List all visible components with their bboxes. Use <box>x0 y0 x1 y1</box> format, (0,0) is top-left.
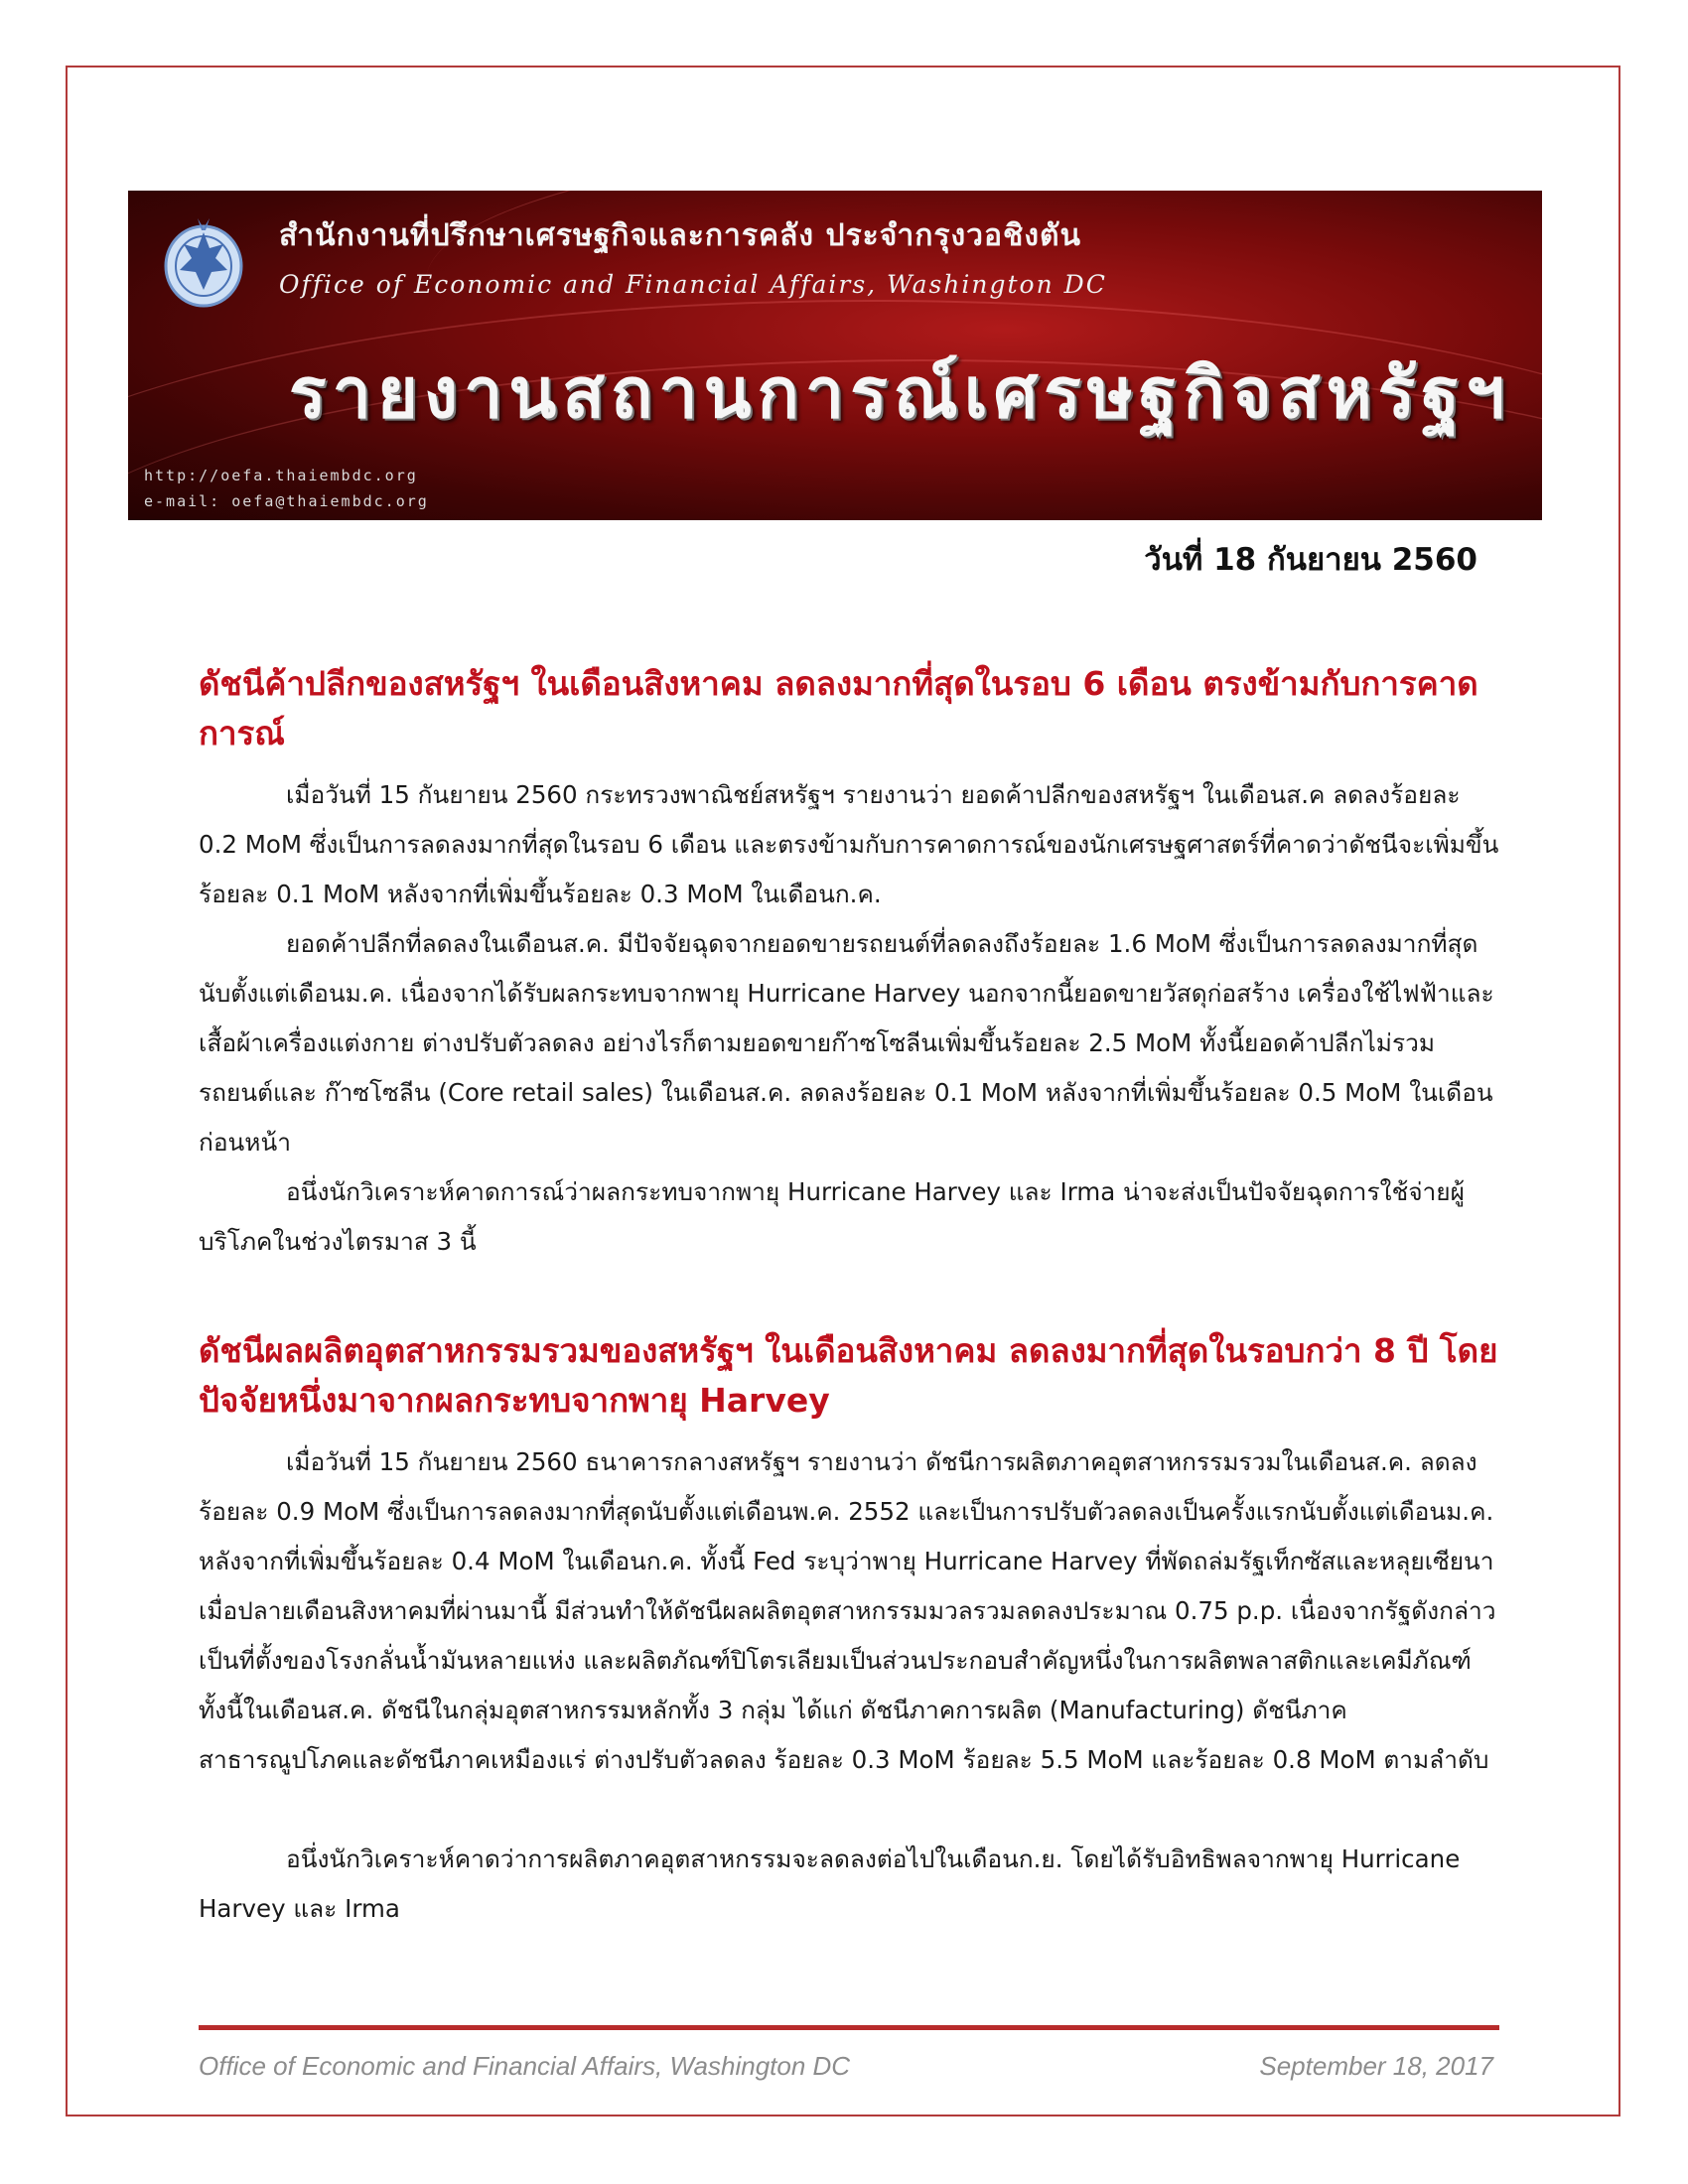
report-title: รายงานสถานการณ์เศรษฐกิจสหรัฐฯ <box>289 351 1511 434</box>
footer-rule <box>199 2025 1499 2030</box>
report-date: วันที่ 18 กันยายน 2560 <box>1144 542 1477 578</box>
retail-paragraph: เมื่อวันที่ 15 กันยายน 2560 กระทรวงพาณิชย์สหรัฐฯ รายงานว่า ยอดค้าปลีกของสหรัฐฯ ในเดือนส.ค ลดลงร้อยละ 0.2 MoM ซึ่งเป็นการลดลงมากที่สุดในรอบ 6 เดือน และตรงข้ามกับการคาดการณ์ของนักเศรษฐศาสตร์ที่คาดว่าดัชนีจะเพิ่มขึ้นร้อยละ 0.1 MoM หลังจากที่เพิ่มขึ้นร้อยละ 0.3 MoM ในเดือนก.ค. <box>199 780 1499 908</box>
office-name-english: Office of Economic and Financial Affairs, Washington DC <box>279 270 1107 299</box>
footer-office-name: Office of Economic and Financial Affairs, Washington DC <box>199 2051 851 2081</box>
industrial-paragraph: เมื่อวันที่ 15 กันยายน 2560 ธนาคารกลางสหรัฐฯ รายงานว่า ดัชนีการผลิตภาคอุตสาหกรรมรวมในเดือนส.ค. ลดลงร้อยละ 0.9 MoM ซึ่งเป็นการลดลงมากที่สุดนับตั้งแต่เดือนพ.ค. 2552 และเป็นการปรับตัวลดลงเป็นครั้งแรกนับตั้งแต่เดือนม.ค. หลังจากที่เพิ่มขึ้นร้อยละ 0.4 MoM ในเดือนก.ค. ทั้งนี้ Fed ระบุว่าพายุ Hurricane Harvey ที่พัดถล่มรัฐเท็กซัสและหลุยเซียนาเมื่อปลายเดือนสิงหาคมที่ผ่านมานี้ มีส่วนทำให้ดัชนีผลผลิตอุตสาหกรรมมวลรวมลดลงประมาณ 0.75 p.p. เนื่องจากรัฐดังกล่าวเป็นที่ตั้งของโรงกลั่นน้ำมันหลายแห่ง และผลิตภัณฑ์ปิโตรเลียมเป็นส่วนประกอบสำคัญหนึ่งในการผลิตพลาสติกและเคมีภัณฑ์ ทั้งนี้ในเดือนส.ค. ดัชนีในกลุ่มอุตสาหกรรมหลักทั้ง 3 กลุ่ม ได้แก่ ดัชนีภาคการผลิต (Manufacturing) ดัชนีภาคสาธารณูปโภคและดัชนีภาคเหมืองแร่ ต่างปรับตัวลดลง ร้อยละ 0.3 MoM ร้อยละ 5.5 MoM และร้อยละ 0.8 MoM ตามลำดับ <box>199 1447 1496 1774</box>
section-headline-retail: ดัชนีค้าปลีกของสหรัฐฯ ในเดือนสิงหาคม ลดลงมากที่สุดในรอบ 6 เดือน ตรงข้ามกับการคาดการณ์ <box>199 664 1478 752</box>
section-headline-industrial: ดัชนีผลผลิตอุตสาหกรรมรวมของสหรัฐฯ ในเดือนสิงหาคม ลดลงมากที่สุดในรอบกว่า 8 ปี โดยปัจจัยหนึ่งมาจากผลกระทบจากพายุ Harvey <box>199 1331 1498 1420</box>
footer-date: September 18, 2017 <box>1259 2051 1493 2081</box>
industrial-paragraph: อนึ่งนักวิเคราะห์คาดว่าการผลิตภาคอุตสาหกรรมจะลดลงต่อไปในเดือนก.ย. โดยได้รับอิทธิพลจากพายุ Hurricane Harvey และ Irma <box>199 1844 1461 1923</box>
report-banner <box>128 191 1542 520</box>
garuda-seal-icon <box>162 214 245 310</box>
website-link[interactable]: http://oefa.thaiembdc.org <box>144 467 418 484</box>
retail-paragraph: ยอดค้าปลีกที่ลดลงในเดือนส.ค. มีปัจจัยฉุดจากยอดขายรถยนต์ที่ลดลงถึงร้อยละ 1.6 MoM ซึ่งเป็นการลดลงมากที่สุดนับตั้งแต่เดือนม.ค. เนื่องจากได้รับผลกระทบจากพายุ Hurricane Harvey นอกจากนี้ยอดขายวัสดุก่อสร้าง เครื่องใช้ไฟฟ้าและเสื้อผ้าเครื่องแต่งกาย ต่างปรับตัวลดลง อย่างไรก็ตามยอดขายก๊าซโซลีนเพิ่มขึ้นร้อยละ 2.5 MoM ทั้งนี้ยอดค้าปลีกไม่รวมรถยนต์และ ก๊าซโซลีน (Core retail sales) ในเดือนส.ค. ลดลงร้อยละ 0.1 MoM หลังจากที่เพิ่มขึ้นร้อยละ 0.5 MoM ในเดือนก่อนหน้า <box>199 929 1494 1157</box>
email-link[interactable]: e-mail: oefa@thaiembdc.org <box>144 492 429 510</box>
retail-paragraph: อนึ่งนักวิเคราะห์คาดการณ์ว่าผลกระทบจากพายุ Hurricane Harvey และ Irma น่าจะส่งเป็นปัจจัยฉุดการใช้จ่ายผู้บริโภคในช่วงไตรมาส 3 นี้ <box>199 1177 1466 1256</box>
office-name-thai: สำนักงานที่ปรึกษาเศรษฐกิจและการคลัง ประจำกรุงวอชิงตัน <box>279 218 1082 253</box>
